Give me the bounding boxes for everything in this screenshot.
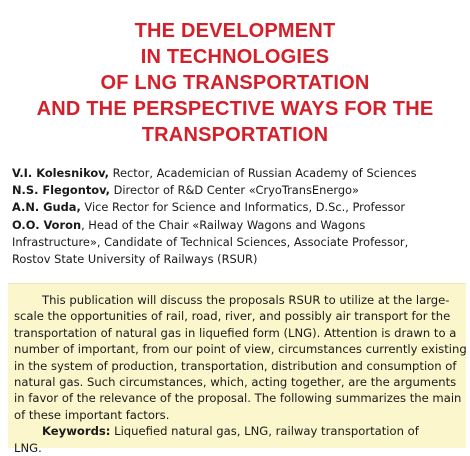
author-description-continued: Rostov State University of Railways (RSUR) [12, 252, 258, 267]
title-line: AND THE PERSPECTIVE WAYS FOR THE [36, 98, 434, 120]
author-name: A.N. Guda, [12, 200, 81, 215]
keywords-line [14, 423, 462, 439]
keywords-text: Liquefied natural gas, LNG, railway transportation of [110, 424, 419, 439]
author-description: Vice Rector for Science and Informatics, D.Sc., Professor [80, 200, 406, 215]
title-line: OF LNG TRANSPORTATION [100, 72, 370, 94]
abstract-line: of these important factors. [14, 407, 170, 422]
author-name: N.S. Flegontov, [12, 183, 110, 198]
abstract-line: in the system of production, transportation, distribution and consumption of [14, 358, 457, 373]
abstract-line: scale the opportunities of rail, road, river, and possibly air transport for the [14, 309, 451, 324]
abstract-text [14, 292, 467, 456]
keywords-label: Keywords: [42, 424, 111, 439]
abstract-line: transportation of natural gas in liquefied form (LNG). Attention is drawn to a [14, 325, 457, 340]
author-name: V.I. Kolesnikov, [12, 166, 109, 180]
author-description: Rector, Academician of Russian Academy of Sciences [109, 166, 417, 180]
author-description: , Head of the Chair «Railway Wagons and Wagons [81, 217, 366, 232]
keywords-continued: LNG. [14, 440, 42, 455]
author-entry [12, 199, 464, 216]
author-entry [12, 217, 464, 234]
author-name: O.O. Voron [12, 217, 82, 232]
abstract-line: natural gas. Such circumstances, which, acting together, are the arguments [14, 375, 457, 390]
author-description-continued: Infrastructure», Candidate of Technical Sciences, Associate Professor, [12, 234, 409, 249]
author-entry [12, 165, 464, 182]
author-description: Director of R&D Center «CryoTransEnergo» [109, 183, 359, 198]
abstract-line: number of important, from our point of view, circumstances currently existing [14, 342, 467, 357]
title-line: THE DEVELOPMENT [134, 20, 336, 42]
title-line: IN TECHNOLOGIES [140, 46, 330, 68]
abstract-line: in favor of the relevance of the proposal. The following summarizes the main [14, 391, 462, 406]
title-line: TRANSPORTATION [141, 124, 329, 146]
abstract-line: This publication will discuss the proposals RSUR to utilize at the large- [42, 293, 450, 307]
article-title [0, 18, 470, 148]
author-list [12, 165, 464, 268]
author-entry [12, 182, 464, 199]
